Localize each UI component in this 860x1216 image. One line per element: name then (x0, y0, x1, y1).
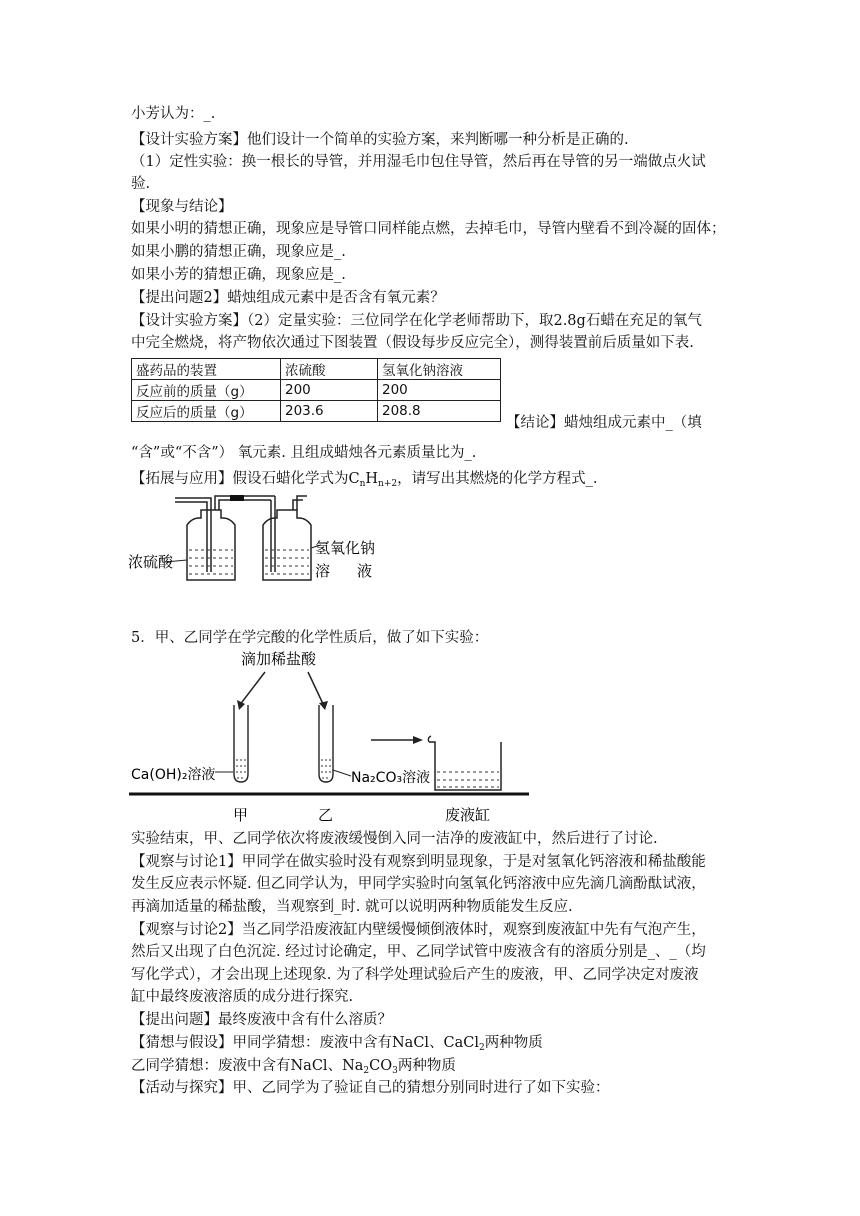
text-line: 【提出问题】最终废液中含有什么溶质？ (131, 1012, 392, 1028)
table-header-cell: 盛药品的装置 (132, 359, 281, 380)
table-header-cell: 浓硫酸 (281, 359, 378, 380)
text-line: 【设计实验方案】他们设计一个简单的实验方案，来判断哪一种分析是正确的. (131, 132, 629, 148)
text-line: 如果小芳的猜想正确，现象应是_. (131, 267, 346, 283)
text-line: 【拓展与应用】假设石蜡化学式为$C_nH_{n+2}$，请写出其燃烧的化学方程式_. (131, 471, 598, 489)
text-line: 验. (131, 176, 151, 192)
label-caoh2: Ca(OH)₂溶液 (131, 767, 216, 783)
label-conc-acid: 浓硫酸 (128, 553, 174, 571)
table-cell: 203.6 (281, 401, 378, 422)
text-line: “含”或“不含”） 氧元素. 且组成蜡烛各元素质量比为_. (131, 445, 477, 461)
text-line: 实验结束，甲、乙同学依次将废液缓慢倒入同一洁净的废液缸中，然后进行了讨论. (131, 831, 658, 847)
text-line: 【观察与讨论1】甲同学在做实验时没有观察到明显现象，于是对氢氧化钙溶液和稀盐酸能 (131, 854, 706, 870)
text-line: 【活动与探究】甲、乙同学为了验证自己的猜想分别同时进行了如下实验： (131, 1080, 610, 1096)
table-cell: 208.8 (378, 401, 501, 422)
text-line: 写化学式），才会出现上述现象. 为了科学处理试验后产生的废液，甲、乙同学决定对废液 (131, 967, 699, 983)
table-row (132, 380, 501, 401)
table-cell: 反应前的质量（g） (132, 380, 281, 401)
gas-washing-apparatus (125, 490, 405, 590)
table-cell: 反应后的质量（g） (132, 401, 281, 422)
text-line: 中完全燃烧，将产物依次通过下图装置（假设每步反应完全），测得装置前后质量如下表. (131, 335, 694, 351)
label-na2co3: Na₂CO₃溶液 (351, 770, 431, 786)
text-line: 【猜想与假设】甲同学猜想：废液中含有NaCl、CaCl$_2$两种物质 (131, 1035, 543, 1053)
conclusion-text: 【结论】蜡烛组成元素中_（填 (506, 415, 702, 431)
table-header-cell: 氢氧化钠溶液 (378, 359, 501, 380)
text-line: （1）定性实验：换一根长的导管，并用湿毛巾包住导管，然后再在导管的另一端做点火试 (131, 154, 706, 170)
table-header-row (132, 359, 501, 380)
table-row (132, 401, 501, 422)
text-line: 然后又出现了白色沉淀. 经过讨论确定，甲、乙同学试管中废液含有的溶质分别是_、_（均 (131, 944, 706, 960)
dropper-label: 滴加稀盐酸 (241, 650, 317, 668)
label-tube-a: 甲 (233, 806, 249, 824)
table-cell: 200 (281, 380, 378, 401)
text-line: 小芳认为：_. (131, 106, 216, 122)
text-line: 【提出问题2】蜡烛组成元素中是否含有氧元素？ (131, 290, 445, 306)
question-5: 5．甲、乙同学在学完酸的化学性质后，做了如下实验： (131, 630, 489, 646)
text-line: 乙同学猜想：废液中含有NaCl、$Na_2CO_3$两种物质 (131, 1058, 456, 1076)
text-line: 【观察与讨论2】当乙同学沿废液缸内壁缓慢倾倒液体时，观察到废液缸中先有气泡产生， (131, 922, 706, 938)
label-beaker: 废液缸 (445, 806, 491, 824)
label-tube-b: 乙 (318, 806, 334, 824)
text-line: 再滴加适量的稀盐酸，当观察到_时. 就可以说明两种物质能发生反应. (131, 899, 573, 915)
text-line: 如果小鹏的猜想正确，现象应是_. (131, 244, 346, 260)
experiment-figure (125, 648, 545, 828)
label-solution-2: 液 (357, 562, 373, 580)
label-naoh: 氢氧化钠 (315, 539, 376, 557)
table-cell: 200 (378, 380, 501, 401)
text-line: 发生反应表示怀疑. 但乙同学认为，甲同学实验时向氢氧化钙溶液中应先滴几滴酚酞试液， (131, 876, 706, 892)
text-line: 缸中最终废液溶质的成分进行探究. (131, 989, 354, 1005)
text-line: 如果小明的猜想正确，现象应是导管口同样能点燃，去掉毛巾，导管内壁看不到冷凝的固体； (131, 221, 726, 237)
section-heading: 【现象与结论】 (131, 199, 233, 215)
label-solution-1: 溶 (315, 562, 331, 580)
mass-table (131, 358, 501, 422)
rubber-connector (230, 495, 244, 501)
text-line: 【设计实验方案】（2）定量实验：三位同学在化学老师帮助下，取2.8g石蜡在充足的氧气 (131, 313, 702, 329)
